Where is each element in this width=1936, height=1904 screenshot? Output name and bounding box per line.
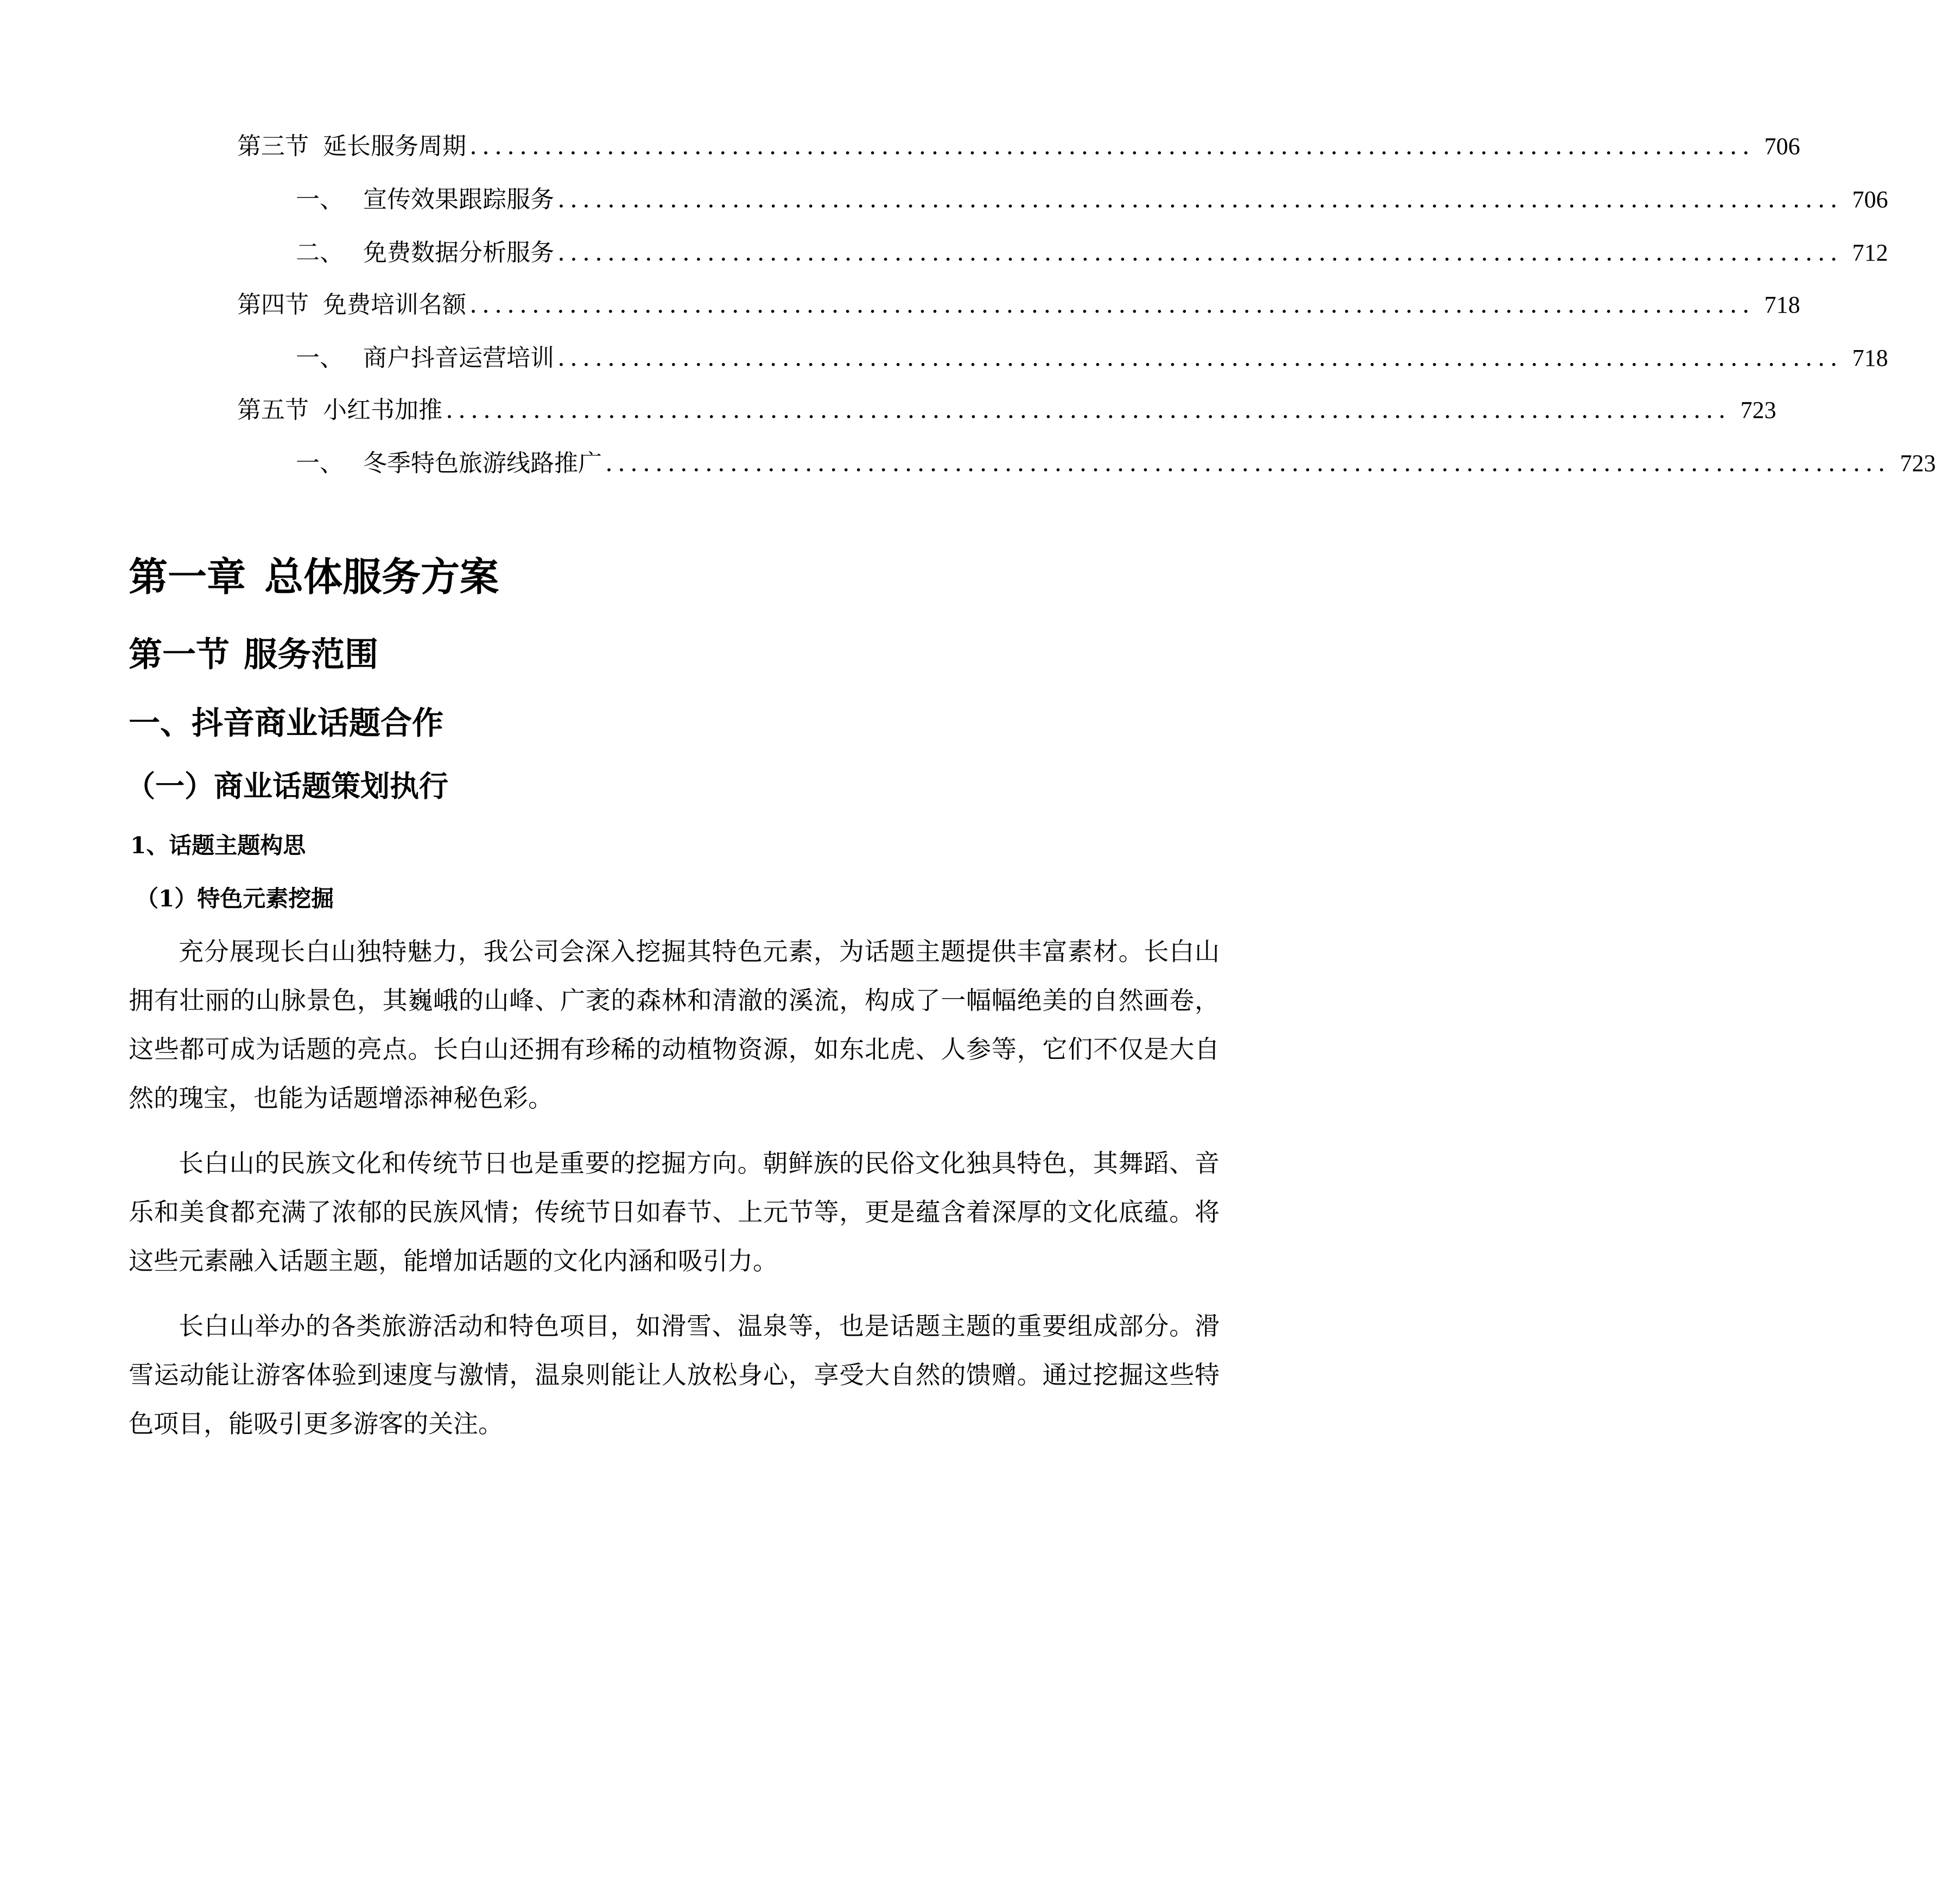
toc-entry-label: 一、 xyxy=(296,449,344,477)
toc-entry-label: 第五节 xyxy=(237,396,309,424)
toc-entry[interactable] xyxy=(237,394,1776,427)
toc-entry-page: 718 xyxy=(1852,345,1888,371)
toc-leader-dots: ....................................................................................................... xyxy=(557,186,1843,213)
toc-entry-page: 706 xyxy=(1764,133,1800,160)
toc-entry-label: 二、 xyxy=(296,239,344,266)
toc-entry[interactable] xyxy=(296,342,1888,375)
toc-entry-label: 第三节 xyxy=(237,132,309,160)
toc-leader-dots: ....................................................................................................... xyxy=(446,396,1731,424)
toc-entry-page: 706 xyxy=(1852,186,1888,213)
body-paragraph: 长白山的民族文化和传统节日也是重要的挖掘方向。朝鲜族的民俗文化独具特色，其舞蹈、音乐和美食都充满了浓郁的民族风情；传统节日如春节、上元节等，更是蕴含着深厚的文化底蕴。将这些元素融入话题主题，能增加话题的文化内涵和吸引力。 xyxy=(129,1148,1220,1275)
subsubsection-heading: （一）商业话题策划执行 xyxy=(126,769,448,803)
toc-entry-title: 小红书加推 xyxy=(323,396,442,424)
section-title: 服务范围 xyxy=(244,634,379,674)
toc-entry-label: 第四节 xyxy=(237,291,309,319)
toc-entry-page: 723 xyxy=(1740,397,1776,423)
toc-entry-title: 免费培训名额 xyxy=(323,291,466,319)
toc-entry[interactable] xyxy=(237,289,1800,321)
body-paragraph: 充分展现长白山独特魅力，我公司会深入挖掘其特色元素，为话题主题提供丰富素材。长白山拥有壮丽的山脉景色，其巍峨的山峰、广袤的森林和清澈的溪流，构成了一幅幅绝美的自然画卷，这些都可成为话题的亮点。长白山还拥有珍稀的动植物资源，如东北虎、人参等，它们不仅是大自然的瑰宝，也能为话题增添神秘色彩。 xyxy=(129,937,1220,1113)
chapter-heading xyxy=(129,553,499,601)
toc-entry-title: 延长服务周期 xyxy=(323,132,466,160)
toc-entry[interactable] xyxy=(296,183,1888,216)
toc-leader-dots: ....................................................................................................... xyxy=(557,344,1843,372)
subitem-heading: （1）特色元素挖掘 xyxy=(136,885,334,912)
toc-entry-title: 宣传效果跟踪服务 xyxy=(363,186,554,213)
toc-entry-title: 冬季特色旅游线路推广 xyxy=(363,449,602,477)
section-label: 第一节 xyxy=(129,634,230,674)
toc-entry[interactable] xyxy=(296,447,1936,480)
toc-leader-dots: ....................................................................................................... xyxy=(557,239,1843,266)
toc-entry[interactable] xyxy=(296,237,1888,269)
chapter-label: 第一章 xyxy=(129,554,246,600)
toc-leader-dots: ....................................................................................................... xyxy=(469,291,1755,319)
toc-leader-dots: ....................................................................................................... xyxy=(605,449,1890,477)
toc-entry-label: 一、 xyxy=(296,344,344,372)
toc-entry[interactable] xyxy=(237,130,1800,163)
toc-entry-page: 723 xyxy=(1900,450,1936,477)
chapter-title: 总体服务方案 xyxy=(264,554,499,600)
toc-entry-page: 718 xyxy=(1764,291,1800,318)
body-paragraph: 长白山举办的各类旅游活动和特色项目，如滑雪、温泉等，也是话题主题的重要组成部分。滑雪运动能让游客体验到速度与激情，温泉则能让人放松身心，享受大自然的馈赠。通过挖掘这些特色项目，能吸引更多游客的关注。 xyxy=(129,1311,1220,1438)
toc-entry-title: 免费数据分析服务 xyxy=(363,239,554,266)
toc-entry-label: 一、 xyxy=(296,186,344,213)
section-heading xyxy=(129,633,378,676)
toc-entry-page: 712 xyxy=(1852,239,1888,266)
subsection-heading: 一、抖音商业话题合作 xyxy=(129,705,444,741)
toc-entry-title: 商户抖音运营培训 xyxy=(363,344,554,372)
item-heading: 1、话题主题构思 xyxy=(130,832,306,859)
toc-leader-dots: ....................................................................................................... xyxy=(469,132,1755,160)
